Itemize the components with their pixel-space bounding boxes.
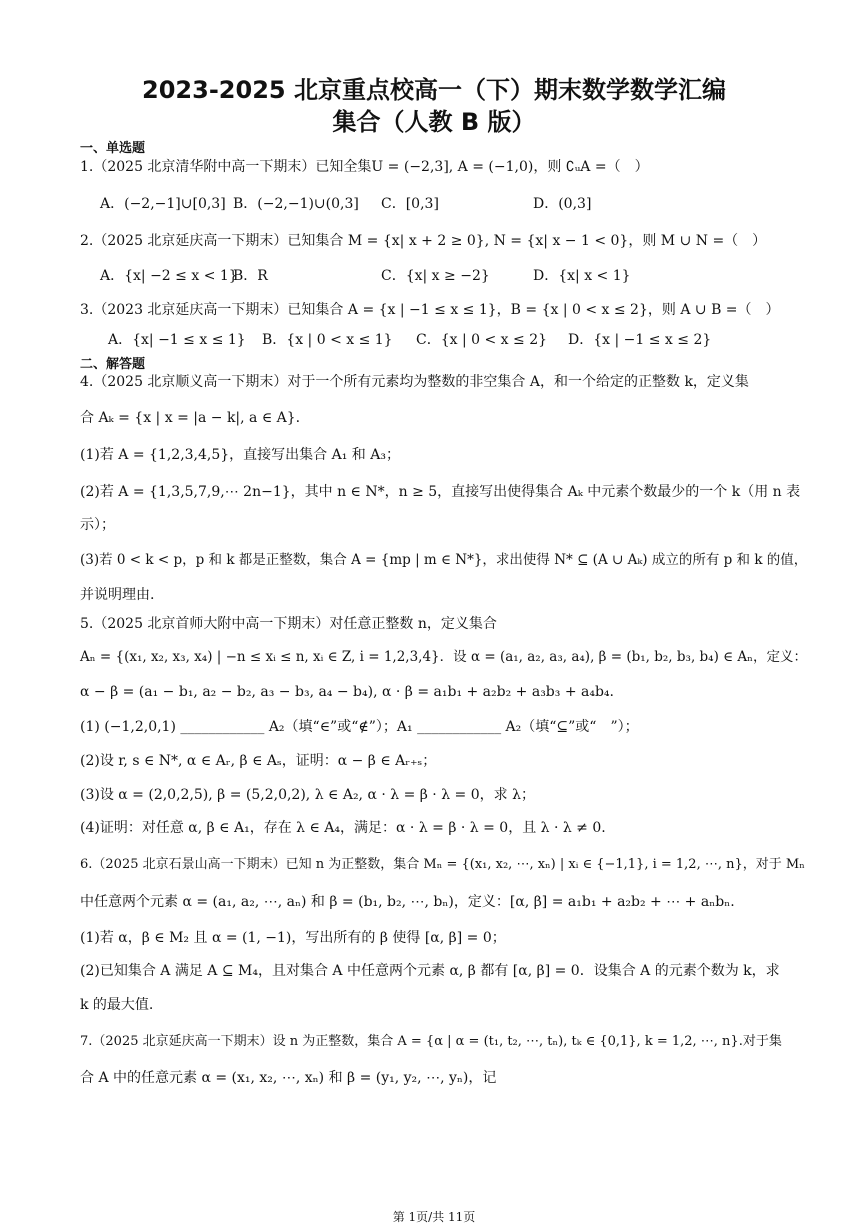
q2-stem: 2.（2025 北京延庆高一下期末）已知集合 M = {x| x + 2 ≥ 0}, N = {x| x − 1 < 0}，则 M ∪ N =（ ） <box>80 233 767 249</box>
q2-option-c: C．{x| x ≥ −2} <box>381 268 490 284</box>
q3-stem: 3.（2023 北京延庆高一下期末）已知集合 A = {x | −1 ≤ x ≤ 1}，B = {x | 0 < x ≤ 2}，则 A ∪ B =（ ） <box>80 302 780 318</box>
q7-line-1: 7.（2025 北京延庆高一下期末）设 n 为正整数，集合 A = {α | α = (t₁, t₂, ⋯, tₙ), tₖ ∈ {0,1}, k = 1,2, ⋯, n}.对于集 <box>80 1034 782 1049</box>
page-number: 第 1页/共 11页 <box>392 1210 476 1224</box>
q6-line-1: 6.（2025 北京石景山高一下期末）已知 n 为正整数，集合 Mₙ = {(x₁, x₂, ⋯, xₙ) | xᵢ ∈ {−1,1}, i = 1,2, ⋯, n}，对于 Mₙ <box>80 857 805 872</box>
q7-line-2: 合 A 中的任意元素 α = (x₁, x₂, ⋯, xₙ) 和 β = (y₁, y₂, ⋯, yₙ)，记 <box>80 1070 497 1086</box>
q4-line-7: 并说明理由. <box>80 587 155 603</box>
q2-option-a: A．{x| −2 ≤ x < 1} <box>100 268 238 284</box>
q5-line-2: Aₙ = {(x₁, x₂, x₃, x₄) | −n ≤ xᵢ ≤ n, xᵢ ∈ Z, i = 1,2,3,4}．设 α = (a₁, a₂, a₃, a₄), β = (b₁, b₂, b₃, b₄) ∈ Aₙ，定义： <box>80 649 808 665</box>
q5-line-4: (1) (−1,2,0,1) ____________ A₂（填“∈”或“∉”）；A₁ ____________ A₂（填“⊆”或“ ”）； <box>80 719 639 735</box>
q4-line-6: (3)若 0 < k < p，p 和 k 都是正整数，集合 A = {mp | m ∈ N*}，求出使得 N* ⊆ (A ∪ Aₖ) 成立的所有 p 和 k 的值， <box>80 552 808 568</box>
page-subtitle: 集合（人教 B 版） <box>332 108 536 136</box>
q5-line-7: (4)证明：对任意 α, β ∈ A₁，存在 λ ∈ A₄，满足：α · λ = β · λ = 0，且 λ · λ ≠ 0. <box>80 820 606 836</box>
q1-option-b: B．(−2,−1)∪(0,3] <box>233 196 359 212</box>
q1-option-d: D．(0,3] <box>533 196 592 212</box>
q2-option-d: D．{x| x < 1} <box>533 268 631 284</box>
section-answer: 二、解答题 <box>80 357 146 372</box>
q1-stem: 1.（2025 北京清华附中高一下期末）已知全集U = (−2,3], A = (−1,0)，则 ∁ᵤA =（ ） <box>80 159 649 175</box>
q6-line-4: (2)已知集合 A 满足 A ⊆ M₄，且对集合 A 中任意两个元素 α, β 都有 [α, β] = 0．设集合 A 的元素个数为 k，求 <box>80 963 780 979</box>
q4-line-1: 4.（2025 北京顺义高一下期末）对于一个所有元素均为整数的非空集合 A，和一个给定的正整数 k，定义集 <box>80 374 749 390</box>
q4-line-5: 示）； <box>80 517 115 533</box>
q5-line-1: 5.（2025 北京首师大附中高一下期末）对任意正整数 n，定义集合 <box>80 616 497 632</box>
q3-option-d: D．{x | −1 ≤ x ≤ 2} <box>568 332 712 348</box>
q6-line-3: (1)若 α，β ∈ M₂ 且 α = (1, −1)，写出所有的 β 使得 [α, β] = 0； <box>80 930 506 946</box>
q1-option-a: A．(−2,−1]∪[0,3] <box>100 196 226 212</box>
q6-line-2: 中任意两个元素 α = (a₁, a₂, ⋯, aₙ) 和 β = (b₁, b₂, ⋯, bₙ)，定义：[α, β] = a₁b₁ + a₂b₂ + ⋯ + aₙbₙ. <box>80 894 735 910</box>
q3-option-c: C．{x | 0 < x ≤ 2} <box>416 332 548 348</box>
q5-line-3: α − β = (a₁ − b₁, a₂ − b₂, a₃ − b₃, a₄ − b₄), α · β = a₁b₁ + a₂b₂ + a₃b₃ + a₄b₄. <box>80 684 614 700</box>
q4-line-2: 合 Aₖ = {x | x = |a − k|, a ∈ A}. <box>80 410 301 426</box>
q3-option-b: B．{x | 0 < x ≤ 1} <box>262 332 393 348</box>
page-title: 2023-2025 北京重点校高一（下）期末数学数学汇编 <box>142 76 726 104</box>
q5-line-6: (3)设 α = (2,0,2,5), β = (5,2,0,2), λ ∈ A₂, α · λ = β · λ = 0，求 λ； <box>80 787 535 803</box>
section-single-choice: 一、单选题 <box>80 141 146 156</box>
q5-line-5: (2)设 r, s ∈ N*, α ∈ Aᵣ, β ∈ Aₛ，证明：α − β ∈ Aᵣ₊ₛ； <box>80 753 437 769</box>
q2-option-b: B．R <box>233 268 268 284</box>
q3-option-a: A．{x| −1 ≤ x ≤ 1} <box>108 332 246 348</box>
q6-line-5: k 的最大值. <box>80 997 154 1013</box>
q1-option-c: C．[0,3] <box>381 196 439 212</box>
q4-line-4: (2)若 A = {1,3,5,7,9,⋯ 2n−1}，其中 n ∈ N*，n ≥ 5，直接写出使得集合 Aₖ 中元素个数最少的一个 k（用 n 表 <box>80 484 801 500</box>
q4-line-3: (1)若 A = {1,2,3,4,5}，直接写出集合 A₁ 和 A₃； <box>80 447 400 463</box>
